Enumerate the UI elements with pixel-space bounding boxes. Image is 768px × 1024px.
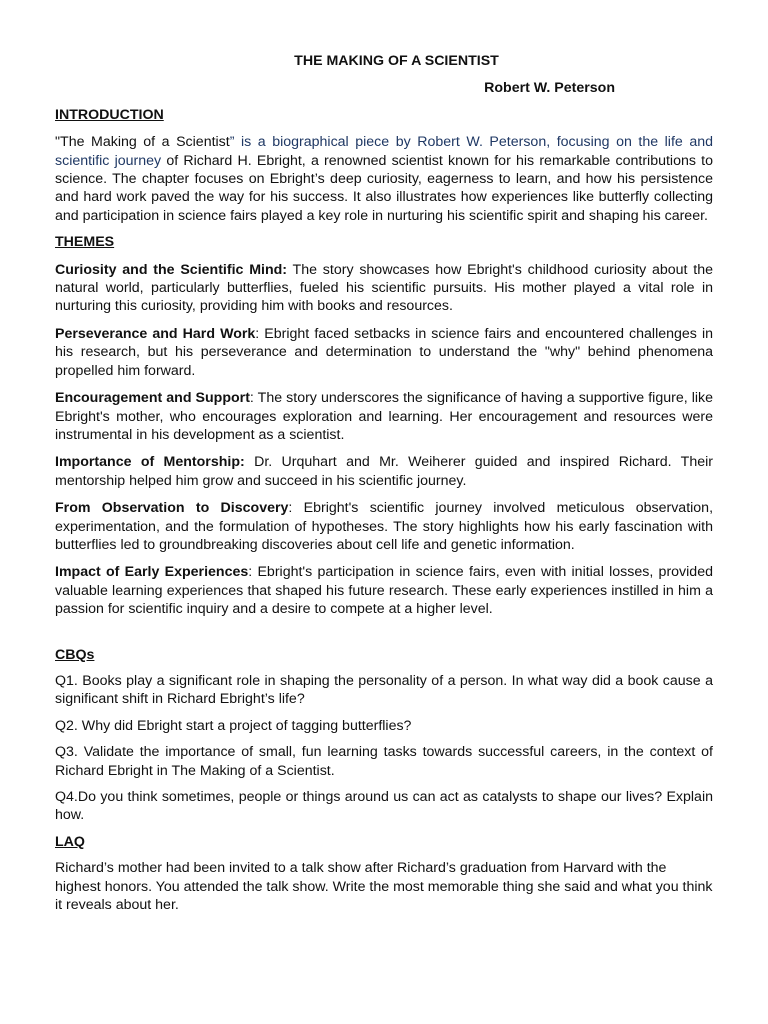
theme-term: Impact of Early Experiences: [55, 564, 249, 581]
theme-term: Importance of Mentorship:: [55, 454, 245, 471]
introduction-heading: INTRODUCTION: [55, 106, 164, 123]
theme-term: Encouragement and Support: [55, 390, 250, 407]
theme-text: : Ebright's participation in science fairs, even with initial losses, provided valuable learning experiences that shaped his future research. These early experiences instilled in him a passion for scientific inquiry and a desire to compete at a higher level.: [55, 564, 713, 618]
laq-heading: LAQ: [55, 833, 85, 850]
section-spacer: [55, 619, 713, 646]
introduction-highlight: ” is a biographical piece by Robert W. Peterson, focusing on the life and scientific journey: [55, 134, 713, 169]
theme-item: [55, 499, 713, 554]
theme-text: Dr. Urquhart and Mr. Weiherer guided and inspired Richard. Their mentorship helped him grow and succeed in his scientific journey.: [55, 454, 713, 489]
theme-item: [55, 261, 713, 316]
theme-item: [55, 453, 713, 490]
document-content: [55, 52, 713, 914]
cbqs-heading: CBQs: [55, 646, 95, 663]
document-author: Robert W. Peterson: [484, 80, 615, 97]
theme-text: : Ebright's scientific journey involved meticulous observation, experimentation, and the formulation of hypotheses. The story highlights how his early fascination with butterflies led to groundbreaking discoveries about cell life and genetic information.: [55, 500, 714, 553]
theme-text: : The story underscores the significance of having a supportive figure, like Ebright's mother, who encourages exploration and learning. Her encouragement and resources were instrumental in his development as a scientist.: [55, 390, 713, 443]
cbq-question: Q3. Validate the importance of small, fun learning tasks towards successful careers, in the context of Richard Ebright in The Making of a Scientist.: [55, 744, 713, 779]
introduction-paragraph: [55, 133, 713, 225]
theme-term: Curiosity and the Scientific Mind:: [55, 261, 288, 278]
document-title: THE MAKING OF A SCIENTIST: [294, 53, 499, 69]
introduction-quoted-title: "The Making of a Scientist: [55, 134, 230, 151]
cbq-question: Q2. Why did Ebright start a project of tagging butterflies?: [55, 717, 412, 734]
theme-item: [55, 325, 713, 380]
theme-item: [55, 389, 713, 444]
theme-text: : Ebright faced setbacks in science fairs and encountered challenges in his research, but his perseverance and determination to understand the "why" behind phenomena propelled him forward.: [55, 325, 713, 379]
theme-item: [55, 563, 713, 618]
theme-term: From Observation to Discovery: [55, 500, 289, 517]
theme-text: The story showcases how Ebright's childhood curiosity about the natural world, particularly butterflies, fueled his scientific pursuits. His mother played a vital role in nurturing this curiosity, providing him with books and resources.: [55, 261, 713, 315]
themes-heading: THEMES: [55, 234, 115, 251]
introduction-rest: of Richard H. Ebright, a renowned scientist known for his remarkable contributions to science. The chapter focuses on Ebright’s deep curiosity, eagerness to learn, and how his persistence and hard work paved the way for his success. It also illustrates how experiences like butterfly collecting and participation in science fairs played a key role in nurturing his scientific spirit and shaping his career.: [55, 152, 713, 224]
theme-term: Perseverance and Hard Work: [55, 325, 256, 342]
laq-question: Richard’s mother had been invited to a talk show after Richard’s graduation from Harvard with the highest honors. You attended the talk show. Write the most memorable thing she said and what you think it reveals about her.: [55, 860, 713, 914]
cbq-question: Q1. Books play a significant role in shaping the personality of a person. In what way did a book cause a significant shift in Richard Ebright’s life?: [55, 672, 713, 708]
cbq-question: Q4.Do you think sometimes, people or things around us can act as catalysts to shape our lives? Explain how.: [55, 789, 713, 824]
